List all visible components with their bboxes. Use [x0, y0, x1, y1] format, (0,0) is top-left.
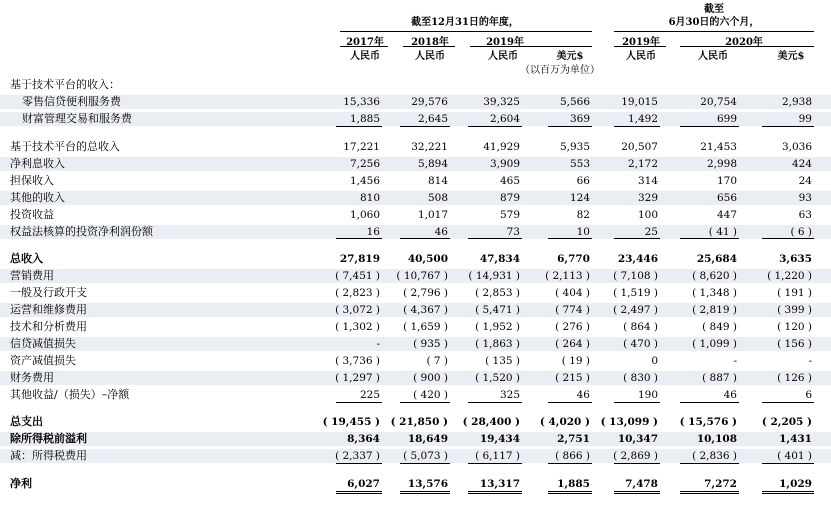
underline: [468, 463, 522, 464]
underline: [614, 126, 660, 127]
cell-value: 3,635: [779, 253, 812, 265]
cell-value: 553: [569, 158, 590, 170]
cell-value: 100: [637, 209, 658, 221]
cell-value: ( 7 ): [426, 355, 448, 367]
cell-value: -: [376, 338, 380, 350]
currency-col-5: 人民币: [626, 51, 656, 62]
cell-value: ( 5,471 ): [475, 304, 520, 316]
cell-value: ( 15,576 ): [679, 416, 737, 428]
row-label: 营销费用: [10, 269, 54, 282]
underline: [614, 238, 660, 239]
cell-value: -: [808, 355, 812, 367]
cell-value: 82: [576, 209, 590, 221]
cell-value: 879: [499, 192, 520, 204]
underline: [762, 126, 814, 127]
cell-value: ( 1,348 ): [692, 287, 737, 299]
cell-value: 10,108: [696, 433, 737, 445]
cell-value: 21,453: [700, 141, 737, 153]
row-label: 减：所得税费用: [10, 449, 87, 462]
cell-value: ( 6 ): [790, 226, 812, 238]
cell-value: 810: [359, 192, 380, 204]
table-row: [0, 477, 831, 491]
cell-value: ( 1,519 ): [613, 287, 658, 299]
cell-value: ( 404 ): [555, 287, 590, 299]
currency-col-2: 人民币: [415, 51, 445, 62]
double-underline: [468, 491, 522, 494]
underline: [680, 402, 739, 403]
currency-col-3: 人民币: [488, 51, 518, 62]
cell-value: ( 2,819 ): [692, 304, 737, 316]
cell-value: 93: [798, 192, 812, 204]
cell-value: 314: [637, 175, 658, 187]
cell-value: 2,998: [706, 158, 737, 170]
cell-value: 73: [506, 226, 520, 238]
cell-value: 1,029: [779, 478, 812, 490]
cell-value: ( 2,497 ): [613, 304, 658, 316]
row-label: 除所得税前溢利: [10, 432, 87, 445]
double-underline: [762, 491, 814, 494]
cell-value: 7,256: [349, 158, 380, 170]
underline: [400, 126, 450, 127]
cell-value: ( 276 ): [555, 321, 590, 333]
cell-value: 27,819: [339, 253, 380, 265]
cell-value: ( 1,520 ): [475, 372, 520, 384]
cell-value: 656: [716, 192, 737, 204]
row-label: 净利: [10, 477, 32, 490]
currency-col-1: 人民币: [350, 51, 380, 62]
cell-value: 19,434: [479, 433, 520, 445]
cell-value: 325: [499, 389, 520, 401]
underline: [548, 238, 592, 239]
currency-col-6: 人民币: [698, 51, 728, 62]
cell-value: 16: [366, 226, 380, 238]
cell-value: ( 1,302 ): [335, 321, 380, 333]
cell-value: 5,935: [559, 141, 590, 153]
cell-value: 6,770: [557, 253, 590, 265]
double-underline: [614, 491, 660, 494]
cell-value: ( 28,400 ): [462, 416, 520, 428]
group2-title-line2: 6月30日的六个月，: [668, 17, 760, 28]
currency-col-7: 美元$: [777, 51, 805, 62]
cell-value: ( 264 ): [555, 338, 590, 350]
cell-value: ( 2,796 ): [403, 287, 448, 299]
cell-value: 3,036: [781, 141, 812, 153]
cell-value: 66: [576, 175, 590, 187]
cell-value: 190: [637, 389, 658, 401]
cell-value: 41,929: [483, 141, 520, 153]
underline: [614, 402, 660, 403]
double-underline: [400, 491, 450, 494]
table-row: [0, 112, 831, 126]
table-row: [0, 449, 831, 463]
underline: [336, 463, 382, 464]
cell-value: 7,272: [704, 478, 737, 490]
cell-value: 23,446: [617, 253, 658, 265]
cell-value: 13,576: [407, 478, 448, 490]
row-label: 一般及行政开支: [10, 286, 87, 299]
underline: [468, 238, 522, 239]
cell-value: ( 470 ): [623, 338, 658, 350]
cell-value: 1,456: [349, 175, 380, 187]
cell-value: 1,492: [627, 113, 658, 125]
cell-value: 46: [576, 389, 590, 401]
cell-value: ( 19,455 ): [322, 416, 380, 428]
row-label: 担保收入: [10, 174, 54, 187]
cell-value: ( 14,931 ): [468, 270, 520, 282]
cell-value: ( 19 ): [561, 355, 590, 367]
cell-value: 63: [798, 209, 812, 221]
currency-col-4: 美元$: [556, 51, 584, 62]
underline: [468, 402, 522, 403]
row-label: 投资收益: [10, 208, 54, 221]
underline: [548, 463, 592, 464]
cell-value: ( 849 ): [702, 321, 737, 333]
cell-value: 25: [644, 226, 658, 238]
cell-value: 15,336: [343, 96, 380, 108]
cell-value: ( 2,205 ): [761, 416, 812, 428]
row-label: 基于技术平台的收入：: [10, 78, 120, 91]
underline: [762, 463, 814, 464]
cell-value: 1,885: [557, 478, 590, 490]
table-row: [0, 388, 831, 402]
underline: [762, 402, 814, 403]
table-row: [0, 415, 831, 429]
cell-value: 47,834: [479, 253, 520, 265]
cell-value: 17,221: [343, 141, 380, 153]
cell-value: 2,938: [781, 96, 812, 108]
cell-value: 0: [651, 355, 658, 367]
underline: [762, 238, 814, 239]
table-row: [0, 303, 831, 317]
cell-value: 1,060: [349, 209, 380, 221]
cell-value: ( 774 ): [555, 304, 590, 316]
cell-value: 329: [637, 192, 658, 204]
cell-value: ( 10,767 ): [396, 270, 448, 282]
table-row: [0, 174, 831, 188]
row-label: 信贷减值损失: [10, 337, 76, 350]
underline: [680, 126, 739, 127]
cell-value: ( 420 ): [413, 389, 448, 401]
double-underline: [336, 491, 382, 494]
cell-value: ( 864 ): [623, 321, 658, 333]
underline: [400, 402, 450, 403]
row-label: 财富管理交易和服务费: [22, 112, 132, 125]
cell-value: 20,754: [700, 96, 737, 108]
cell-value: 24: [798, 175, 812, 187]
cell-value: 3,909: [489, 158, 520, 170]
group1-rule: [340, 31, 592, 32]
cell-value: ( 399 ): [777, 304, 812, 316]
underline: [400, 238, 450, 239]
cell-value: ( 4,020 ): [539, 416, 590, 428]
cell-value: ( 2,869 ): [613, 450, 658, 462]
cell-value: ( 2,853 ): [475, 287, 520, 299]
group2-title-line1: 截至: [704, 4, 724, 15]
row-label: 财务费用: [10, 371, 54, 384]
cell-value: ( 41 ): [708, 226, 737, 238]
cell-value: ( 156 ): [777, 338, 812, 350]
row-label: 权益法核算的投资净利润份额: [10, 225, 153, 238]
cell-value: ( 21,850 ): [390, 416, 448, 428]
year-2017: 2017年: [346, 37, 384, 48]
row-label: 总支出: [10, 415, 43, 428]
double-underline: [680, 491, 739, 494]
table-row: [0, 252, 831, 266]
cell-value: ( 5,073 ): [403, 450, 448, 462]
row-label: 总收入: [10, 252, 43, 265]
cell-value: ( 2,823 ): [335, 287, 380, 299]
underline: [680, 238, 739, 239]
table-row: [0, 78, 831, 92]
cell-value: 814: [427, 175, 448, 187]
cell-value: 2,751: [557, 433, 590, 445]
cell-value: ( 3,072 ): [335, 304, 380, 316]
cell-value: 465: [499, 175, 520, 187]
cell-value: 5,566: [559, 96, 590, 108]
cell-value: ( 935 ): [413, 338, 448, 350]
row-label: 其他收益/（损失）–净额: [10, 388, 130, 401]
cell-value: 1,885: [349, 113, 380, 125]
cell-value: ( 1,220 ): [767, 270, 812, 282]
underline: [336, 126, 382, 127]
cell-value: 39,325: [483, 96, 520, 108]
cell-value: 1,431: [779, 433, 812, 445]
year-2020-h1: 2020年: [725, 37, 763, 48]
cell-value: ( 1,659 ): [403, 321, 448, 333]
year-2018: 2018年: [411, 37, 449, 48]
cell-value: 579: [499, 209, 520, 221]
cell-value: ( 900 ): [413, 372, 448, 384]
table-row: [0, 371, 831, 385]
cell-value: 5,894: [417, 158, 448, 170]
cell-value: 699: [716, 113, 737, 125]
cell-value: 1,017: [417, 209, 448, 221]
cell-value: 18,649: [407, 433, 448, 445]
cell-value: 2,172: [627, 158, 658, 170]
row-label: 零售信贷便利服务费: [22, 95, 121, 108]
table-row: [0, 225, 831, 239]
year-2019-h1: 2019年: [622, 37, 660, 48]
cell-value: 508: [427, 192, 448, 204]
underline: [336, 402, 382, 403]
cell-value: 19,015: [621, 96, 658, 108]
cell-value: ( 1,099 ): [692, 338, 737, 350]
cell-value: ( 1,952 ): [475, 321, 520, 333]
group2-rule: [614, 31, 814, 32]
underline: [400, 463, 450, 464]
cell-value: 13,317: [479, 478, 520, 490]
cell-value: 32,221: [411, 141, 448, 153]
cell-value: 25,684: [696, 253, 737, 265]
cell-value: 20,507: [621, 141, 658, 153]
table-row: [0, 354, 831, 368]
double-underline: [548, 491, 592, 494]
cell-value: 10,347: [617, 433, 658, 445]
cell-value: 170: [716, 175, 737, 187]
cell-value: 447: [716, 209, 737, 221]
cell-value: ( 2,836 ): [692, 450, 737, 462]
cell-value: 124: [569, 192, 590, 204]
underline: [614, 463, 660, 464]
row-label: 运营和维修费用: [10, 303, 87, 316]
table-row: [0, 286, 831, 300]
cell-value: ( 215 ): [555, 372, 590, 384]
cell-value: ( 120 ): [777, 321, 812, 333]
underline: [468, 126, 522, 127]
cell-value: ( 1,297 ): [335, 372, 380, 384]
row-label: 其他的收入: [10, 191, 65, 204]
table-row: [0, 191, 831, 205]
underline: [680, 463, 739, 464]
cell-value: 6: [805, 389, 812, 401]
cell-value: 369: [569, 113, 590, 125]
cell-value: ( 887 ): [702, 372, 737, 384]
cell-value: 29,576: [411, 96, 448, 108]
cell-value: 8,364: [347, 433, 380, 445]
cell-value: 40,500: [407, 253, 448, 265]
row-label: 技术和分析费用: [10, 320, 87, 333]
cell-value: ( 135 ): [485, 355, 520, 367]
cell-value: ( 7,108 ): [613, 270, 658, 282]
unit-note: （以百万为单位）: [520, 65, 600, 76]
cell-value: ( 7,451 ): [335, 270, 380, 282]
cell-value: 46: [434, 226, 448, 238]
table-row: [0, 157, 831, 171]
cell-value: ( 2,113 ): [545, 270, 590, 282]
cell-value: ( 13,099 ): [600, 416, 658, 428]
cell-value: ( 3,736 ): [335, 355, 380, 367]
underline: [548, 126, 592, 127]
cell-value: 46: [723, 389, 737, 401]
cell-value: ( 8,620 ): [692, 270, 737, 282]
cell-value: 6,027: [347, 478, 380, 490]
underline: [336, 238, 382, 239]
cell-value: ( 830 ): [623, 372, 658, 384]
cell-value: ( 126 ): [777, 372, 812, 384]
table-row: [0, 320, 831, 334]
cell-value: 225: [359, 389, 380, 401]
table-row: [0, 140, 831, 154]
underline: [548, 402, 592, 403]
cell-value: ( 191 ): [777, 287, 812, 299]
cell-value: ( 2,337 ): [335, 450, 380, 462]
cell-value: 424: [791, 158, 812, 170]
row-label: 基于技术平台的总收入: [10, 140, 120, 153]
group1-title: 截至12月31日的年度，: [411, 17, 519, 28]
cell-value: 7,478: [625, 478, 658, 490]
cell-value: 10: [576, 226, 590, 238]
cell-value: ( 1,863 ): [475, 338, 520, 350]
row-label: 资产减值损失: [10, 354, 76, 367]
row-label: 净利息收入: [10, 157, 65, 170]
cell-value: 2,604: [489, 113, 520, 125]
cell-value: 99: [798, 113, 812, 125]
cell-value: -: [733, 355, 737, 367]
table-row: [0, 269, 831, 283]
table-row: [0, 432, 831, 446]
table-row: [0, 208, 831, 222]
table-row: [0, 337, 831, 351]
cell-value: ( 866 ): [555, 450, 590, 462]
cell-value: ( 6,117 ): [475, 450, 520, 462]
cell-value: 2,645: [417, 113, 448, 125]
table-row: [0, 95, 831, 109]
cell-value: ( 4,367 ): [403, 304, 448, 316]
year-2019: 2019年: [486, 37, 524, 48]
cell-value: ( 401 ): [777, 450, 812, 462]
